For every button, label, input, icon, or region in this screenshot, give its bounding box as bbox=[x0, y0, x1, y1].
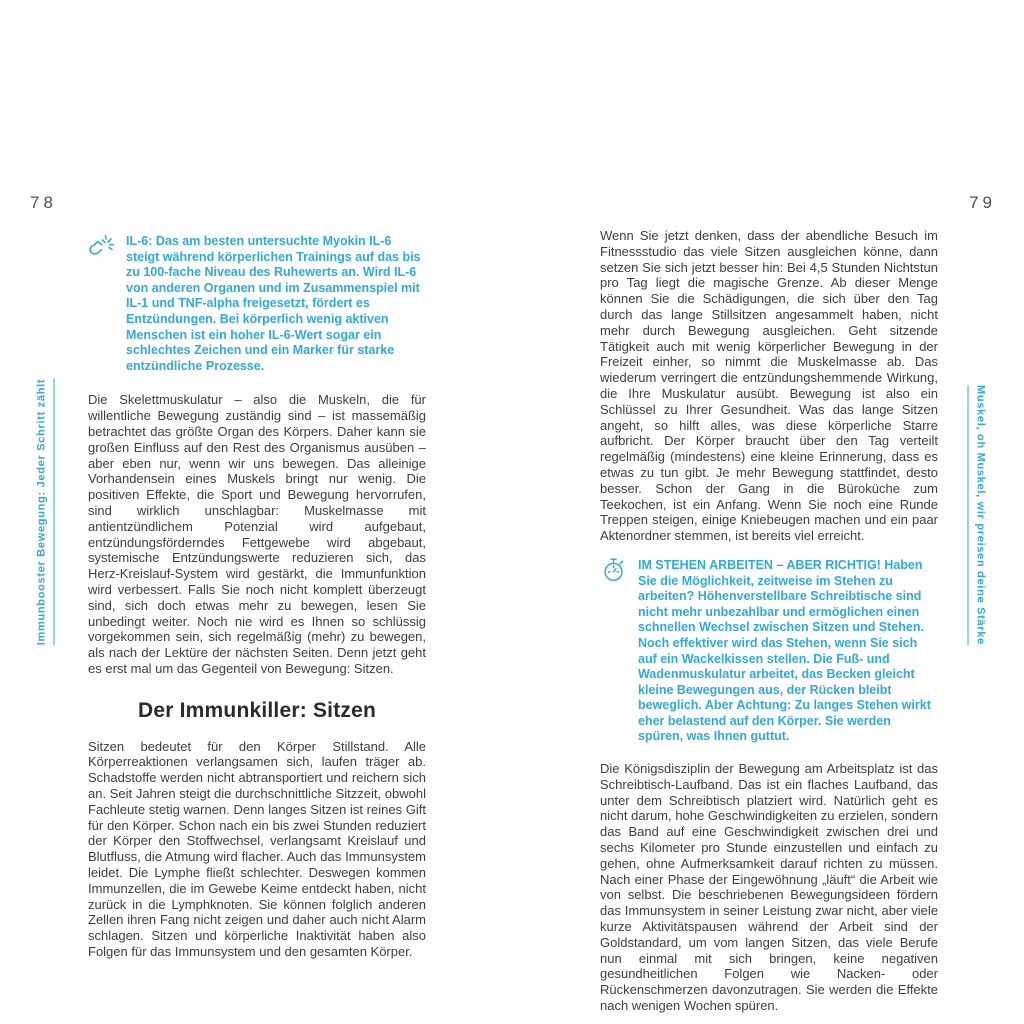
snap-fingers-icon bbox=[88, 232, 118, 262]
margin-text-left: Immunbooster Bewegung: Jeder Schritt zählt bbox=[36, 379, 55, 646]
margin-text-right: Muskel, oh Muskel, wir preisen deine Stärke bbox=[968, 385, 987, 645]
tip-text-stehen-arbeiten: IM STEHEN ARBEITEN – ABER RICHTIG! Haben Sie die Möglichkeit, zeitweise im Stehen zu arbeiten? Höhenverstellbare Schreibtische sind nicht mehr unbezahlbar und ermöglichen einen schnellen Wechsel zwischen Sitzen und Stehen. Noch effektiver wird das Stehen, wenn Sie sich auf ein Wackelkissen stellen. Die Fuß- und Wadenmuskulatur arbeitet, das Becken gleicht kleine Bewegungen aus, der Rücken bleibt beweglich. Aber Achtung: Zu langes Stehen wirkt eher belastend auf den Körper. Sie werden spüren, was Ihnen guttut. bbox=[638, 557, 931, 744]
paragraph-skelettmuskulatur: Die Skelettmuskulatur – also die Muskeln, die für willentliche Bewegung zuständig sind – ist massemäßig betrachtet das größte Organ des Körpers. Daher kann sie großen Einfluss auf den Rest des Organismus ausüben – aber eben nur, wenn wir uns bewegen. Das alleinige Vorhandensein eines Muskels bringt nur wenig. Die positiven Effekte, die Sport und Bewegung hervorrufen, sind wirklich unschlagbar: Muskelmasse mit antientzündlichem Potenzial wird aufgebaut, entzündungsförderndes Fettgewebe wird abgebaut, systemische Entzündungswerte reduzieren sich, das Herz-Kreislauf-System wird gestärkt, die Immunfunktion wird verbessert. Falls Sie noch nicht komplett überzeugt sind, sich doch etwas mehr zu bewegen, lesen Sie unbedingt weiter. Noch nie wird es Ihnen so schlüssig vorgekommen sein, sich regelmäßig (mehr) zu bewegen, als nach der Lektüre der nächsten Seiten. Denn jetzt geht es erst mal um das Gegenteil von Bewegung: Sitzen. bbox=[88, 392, 426, 676]
page-number-left: 78 bbox=[30, 193, 57, 212]
tip-box-il6 bbox=[88, 234, 426, 374]
tip-text-il6: IL-6: Das am besten untersuchte Myokin IL-6 steigt während körperlichen Trainings auf das bis zu 100-fache Niveau des Ruhewerts an. Wird IL-6 von anderen Organen und im Zusammenspiel mit IL-1 und TNF-alpha freigesetzt, fördert es Entzündungen. Bei körperlich wenig aktiven Menschen ist ein hoher IL-6-Wert sogar ein schlechtes Zeichen und ein Marker für starke entzündliche Prozesse. bbox=[126, 234, 421, 373]
paragraph-schreibtisch-laufband: Die Königsdisziplin der Bewegung am Arbeitsplatz ist das Schreibtisch-Laufband. Das ist ein flaches Laufband, das unter dem Schreibtisch platziert wird. Natürlich geht es nicht darum, hohe Geschwindigkeiten zu erzielen, sondern das Band auf eine Geschwindigkeit zwischen drei und sechs Kilometer pro Stunde einzustellen und einfach zu gehen, ohne Aufmerksamkeit darauf richten zu müssen. Nach einer Phase der Eingewöhnung „läuft“ die Arbeit wie von selbst. Die beschriebenen Bewegungsideen fördern das Immunsystem in seiner Leistung zwar nicht, aber viele kurze Aktivitätspausen während der Arbeit sind der Goldstandard, um vom langen Sitzen, das viele Berufe nun einmal mit sich bringen, keine negativen gesundheitlichen Folgen wie Nacken- oder Rückenschmerzen davonzutragen. Sie werden die Effekte nach wenigen Wochen spüren. bbox=[600, 761, 938, 1014]
page-number-right: 79 bbox=[969, 193, 996, 212]
right-page-column bbox=[600, 228, 938, 1024]
paragraph-sitzen-stillstand: Sitzen bedeutet für den Körper Stillstand. Alle Körperreaktionen verlangsamen sich, laufen träger ab. Schadstoffe werden nicht abtransportiert und reichern sich an. Seit Jahren steigt die durchschnittliche Sitzzeit, obwohl Fachleute stetig warnen. Denn langes Sitzen ist reines Gift für den Körper. Schon nach ein bis zwei Stunden reduziert der Körper den Stoffwechsel, verlangsamt Kreislauf und Blutfluss, die Atmung wird flacher. Auch das Immunsystem leidet. Die Lymphe fließt schlechter. Deswegen kommen Immunzellen, die im Gewebe Keime entdeckt haben, nicht zurück in die Lymphknoten. Sie können folglich anderen Zellen ihren Fang nicht zeigen und daher auch nicht Alarm schlagen. Sitzen und körperliche Inaktivität haben also Folgen für das Immunsystem und den gesamten Körper. bbox=[88, 738, 426, 960]
stopwatch-icon bbox=[600, 556, 630, 584]
left-page-column bbox=[88, 230, 426, 974]
paragraph-fitnessstudio: Wenn Sie jetzt denken, dass der abendliche Besuch im Fitnessstudio das viele Sitzen ausgleichen könne, dann setzen Sie sich jetzt besser hin: Bei 4,5 Stunden Nichtstun pro Tag liegt die magische Grenze. Ab dieser Menge können Sie die Schädigungen, die sich über den Tag durch das lange Stillsitzen angesammelt haben, nicht mehr durch Bewegung ausgleichen. Geht sitzende Tätigkeit auch mit wenig körperlicher Bewegung in der Freizeit einher, so nimmt die Muskelmasse ab. Das wiederum verringert die entzündungshemmende Wirkung, die Ihre Muskulatur ausübt. Bewegung ist also ein Schlüssel zu Ihrer Gesundheit. Was das lange Sitzen angeht, so hilft alles, was diese körperliche Starre aufbricht. Der Körper braucht über den Tag verteilt regelmäßig (mindestens) eine kleine Erinnerung, dass es etwas zu tun gibt. Je mehr Bewegung stattfindet, desto besser. Schon der Gang in die Büroküche zum Teekochen, ist ein Anfang. Wenn Sie noch eine Runde Treppen steigen, einige Kniebeugen machen und ein paar Aktenordner stemmen, ist bereits viel erreicht. bbox=[600, 228, 938, 544]
tip-box-stehen-arbeiten bbox=[600, 558, 938, 745]
section-heading-immunkiller-sitzen: Der Immunkiller: Sitzen bbox=[138, 698, 376, 722]
